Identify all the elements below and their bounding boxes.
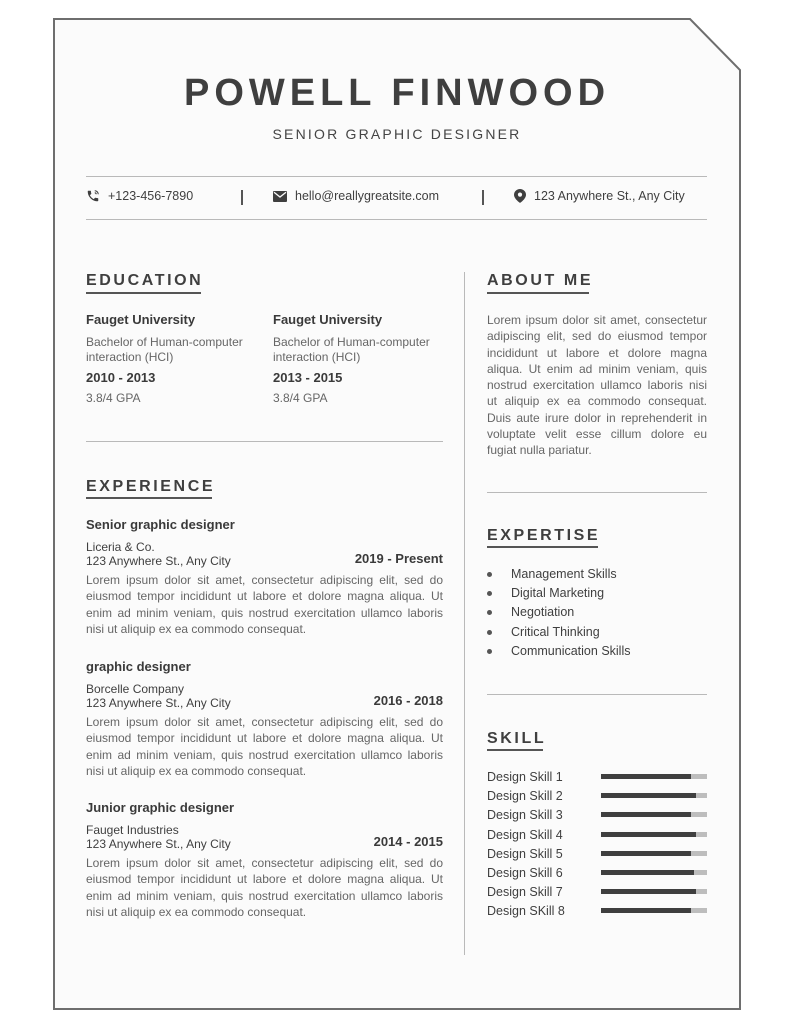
about-heading-underline bbox=[487, 292, 589, 294]
job-meta-row bbox=[86, 551, 443, 569]
expertise-item-label: Negotiation bbox=[511, 605, 575, 620]
education-degree: Bachelor of Human-computer interaction (HCI) bbox=[273, 335, 430, 364]
about-text: Lorem ipsum dolor sit amet, consectetur adipiscing elit, sed do eiusmod tempor incididunt ut labore et dolore magna aliqua. Ut enim ad minim veniam, quis nostrud exercitation ullamco laboris nisi ut aliquip ex ea commodo consequat. Duis aute irure dolor in reprehenderit in voluptate velit esse cillum dolore eu fugiat nulla pariatur. bbox=[487, 313, 707, 458]
skill-label: Design Skill 7 bbox=[487, 885, 563, 899]
skill-bar-fill bbox=[601, 851, 691, 856]
bullet-icon bbox=[487, 572, 492, 577]
skill-bar-track bbox=[601, 774, 707, 779]
job-address: 123 Anywhere St., Any City bbox=[86, 554, 231, 568]
skill-bar-fill bbox=[601, 812, 691, 817]
education-years: 2013 - 2015 bbox=[273, 370, 343, 385]
skill-row bbox=[487, 885, 707, 904]
skill-bar-fill bbox=[601, 908, 691, 913]
expertise-item-label: Management Skills bbox=[511, 567, 617, 581]
skill-bar-track bbox=[601, 793, 707, 798]
bullet-icon bbox=[487, 649, 492, 654]
job-meta-row bbox=[86, 693, 443, 711]
expertise-item-label: Communication Skills bbox=[511, 643, 631, 658]
bullet-icon bbox=[487, 610, 492, 615]
contact-separator bbox=[482, 190, 484, 205]
skill-row bbox=[487, 789, 707, 808]
job-company: Fauget Industries bbox=[86, 823, 179, 837]
job-title: graphic designer bbox=[86, 659, 191, 674]
skill-label: Design Skill 1 bbox=[487, 770, 563, 784]
contact-phone bbox=[86, 189, 193, 203]
skill-bar-fill bbox=[601, 774, 691, 779]
skill-row bbox=[487, 828, 707, 847]
address-text: 123 Anywhere St., Any City bbox=[534, 189, 685, 203]
skill-bar-fill bbox=[601, 889, 696, 894]
expertise-item bbox=[486, 584, 706, 603]
skill-bar-track bbox=[601, 832, 707, 837]
education-heading-underline bbox=[86, 292, 201, 294]
contact-address bbox=[514, 189, 685, 203]
skill-label: Design Skill 3 bbox=[487, 808, 563, 822]
expertise-item bbox=[486, 603, 706, 622]
skill-row bbox=[487, 770, 707, 789]
skill-row bbox=[487, 866, 707, 885]
education-school: Fauget University bbox=[273, 312, 383, 327]
bullet-icon bbox=[487, 630, 492, 635]
job-description: Lorem ipsum dolor sit amet, consectetur adipiscing elit, sed do eiusmod tempor incididunt ut labore et dolore magna aliqua. Ut enim ad minim veniam, quis nostrud exercitation ullamco laboris nisi ut aliquip ex ea commodo consequat. bbox=[86, 856, 443, 919]
contact-email bbox=[273, 189, 439, 203]
skill-label: Design Skill 4 bbox=[487, 828, 563, 842]
job-years: 2016 - 2018 bbox=[373, 693, 443, 708]
skill-label: Design Skill 2 bbox=[487, 789, 563, 803]
job-description: Lorem ipsum dolor sit amet, consectetur adipiscing elit, sed do eiusmod tempor incididunt ut labore et dolore magna aliqua. Ut enim ad minim veniam, quis nostrud exercitation ullamco laboris nisi ut aliquip ex ea commodo consequat. bbox=[86, 715, 443, 778]
skill-row bbox=[487, 808, 707, 827]
job-company: Liceria & Co. bbox=[86, 540, 155, 554]
expertise-bottom-rule bbox=[487, 694, 707, 695]
skill-bar-fill bbox=[601, 832, 696, 837]
column-divider bbox=[464, 272, 465, 955]
expertise-heading: EXPERTISE bbox=[487, 527, 601, 544]
expertise-item bbox=[486, 623, 706, 642]
expertise-list bbox=[486, 565, 706, 661]
skill-bar-track bbox=[601, 870, 707, 875]
skill-bar-track bbox=[601, 812, 707, 817]
education-bottom-rule bbox=[86, 441, 443, 442]
skill-label: Design Skill 6 bbox=[487, 866, 563, 880]
skill-bar-fill bbox=[601, 870, 694, 875]
phone-icon bbox=[86, 189, 100, 203]
job-years: 2019 - Present bbox=[354, 551, 443, 566]
header-bottom-rule bbox=[86, 219, 707, 220]
resume-name: POWELL FINWOOD bbox=[183, 72, 611, 114]
skill-label: Design Skill 5 bbox=[487, 847, 563, 861]
skill-bar-track bbox=[601, 908, 707, 913]
skill-bar-track bbox=[601, 889, 707, 894]
expertise-item bbox=[486, 565, 706, 584]
job-address: 123 Anywhere St., Any City bbox=[86, 696, 231, 710]
experience-heading-underline bbox=[86, 497, 212, 499]
experience-job bbox=[86, 659, 443, 779]
about-bottom-rule bbox=[487, 492, 707, 493]
envelope-icon bbox=[273, 191, 287, 202]
expertise-item-label: Critical Thinking bbox=[511, 624, 600, 639]
education-gpa: 3.8/4 GPA bbox=[273, 391, 328, 405]
job-description: Lorem ipsum dolor sit amet, consectetur adipiscing elit, sed do eiusmod tempor incididunt ut labore et dolore magna aliqua. Ut enim ad minim veniam, quis nostrud exercitation ullamco laboris nisi ut aliquip ex ea commodo consequat. bbox=[86, 573, 443, 636]
job-years: 2014 - 2015 bbox=[373, 834, 443, 849]
skill-heading-underline bbox=[487, 749, 543, 751]
job-title: Junior graphic designer bbox=[86, 800, 235, 815]
resume-job-title: SENIOR GRAPHIC DESIGNER bbox=[272, 126, 522, 142]
expertise-heading-underline bbox=[487, 546, 598, 548]
phone-text: +123-456-7890 bbox=[108, 189, 194, 203]
location-pin-icon bbox=[514, 189, 526, 203]
skill-bar-track bbox=[601, 851, 707, 856]
expertise-item bbox=[486, 642, 706, 661]
header-top-rule bbox=[86, 176, 707, 177]
education-entry bbox=[273, 312, 443, 405]
skill-heading: SKILL bbox=[487, 730, 547, 747]
education-school: Fauget University bbox=[86, 312, 196, 327]
about-heading: ABOUT ME bbox=[487, 272, 594, 289]
experience-heading: EXPERIENCE bbox=[86, 478, 216, 495]
job-address: 123 Anywhere St., Any City bbox=[86, 837, 231, 851]
skill-bar-fill bbox=[601, 793, 696, 798]
education-years: 2010 - 2013 bbox=[86, 370, 156, 385]
skill-row bbox=[487, 847, 707, 866]
education-degree: Bachelor of Human-computer interaction (HCI) bbox=[86, 335, 243, 364]
education-entry bbox=[86, 312, 256, 405]
skill-label: Design SKill 8 bbox=[487, 904, 565, 918]
job-company: Borcelle Company bbox=[86, 682, 185, 696]
expertise-item-label: Digital Marketing bbox=[511, 586, 605, 601]
education-gpa: 3.8/4 GPA bbox=[86, 391, 141, 405]
experience-job bbox=[86, 800, 443, 920]
email-text: hello@reallygreatsite.com bbox=[295, 189, 440, 203]
job-title: Senior graphic designer bbox=[86, 517, 235, 532]
skill-row bbox=[487, 904, 707, 923]
experience-job bbox=[86, 517, 443, 637]
contact-separator bbox=[241, 190, 243, 205]
bullet-icon bbox=[487, 591, 492, 596]
education-heading: EDUCATION bbox=[86, 272, 204, 289]
job-meta-row bbox=[86, 834, 443, 852]
